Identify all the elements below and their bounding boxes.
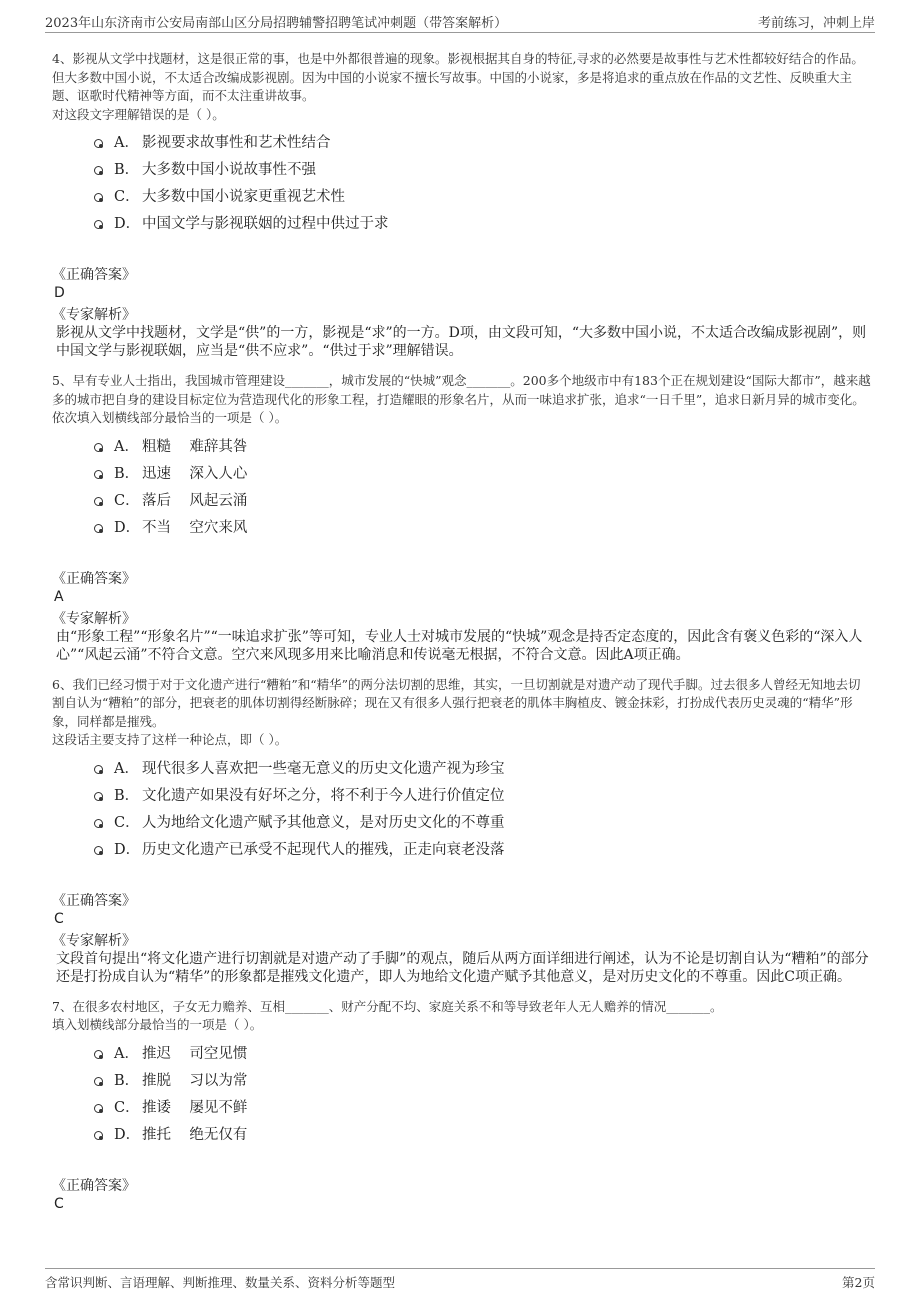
question-7 <box>52 998 872 1213</box>
option-letter: D． <box>114 519 141 536</box>
option-b[interactable] <box>94 1068 872 1095</box>
page-footer <box>45 1268 875 1293</box>
answer-value: A <box>54 588 64 605</box>
radio-icon[interactable] <box>94 1104 103 1113</box>
option-text: 不当 空穴来风 <box>142 519 248 536</box>
option-c[interactable] <box>94 810 872 837</box>
analysis-text: 文段首句提出“将文化遗产进行切割就是对遗产动了手脚”的观点，随后从两方面详细进行阐述，认为不论是切割自认为“糟粕”的部分还是打扮成自认为“精华”的形象都是摧残文化遗产，即人为地给文化遗产赋予其他意义，是对历史文化的不尊重。因此C项正确。 <box>56 950 869 985</box>
option-d[interactable] <box>94 211 872 238</box>
page-number: 第2页 <box>842 1275 875 1290</box>
answer-label: 《正确答案》 <box>52 267 136 283</box>
analysis-label: 《专家解析》 <box>52 932 136 949</box>
radio-icon[interactable] <box>94 193 103 202</box>
answer-label: 《正确答案》 <box>52 892 136 909</box>
option-a[interactable] <box>94 1041 872 1068</box>
option-text: 现代很多人喜欢把一些毫无意义的历史文化遗产视为珍宝 <box>142 760 505 777</box>
option-d[interactable] <box>94 1122 872 1149</box>
option-a[interactable] <box>94 434 872 461</box>
option-letter: D． <box>114 841 141 858</box>
option-text: 粗糙 难辞其咎 <box>142 438 248 455</box>
radio-icon[interactable] <box>94 470 103 479</box>
radio-icon[interactable] <box>94 166 103 175</box>
analysis-text: 影视从文学中找题材，文学是“供”的一方，影视是“求”的一方。D项，由文段可知，“大多数中国小说，不太适合改编成影视剧”，则中国文学与影视联姻，应当是“供不应求”。“供过于求”理解错误。 <box>56 325 867 359</box>
option-letter: C． <box>114 492 140 509</box>
option-letter: B． <box>114 465 140 482</box>
option-text: 迅速 深入人心 <box>142 465 248 482</box>
question-stem: 4、影视从文学中找题材，这是很正常的事，也是中外都很普遍的现象。影视根据其自身的特征,寻求的必然要是故事性与艺术性都较好结合的作品。但大多数中国小说，不太适合改编成影视剧。因为中国的小说家不擅长写故事。中国的小说家，多是将追求的重点放在作品的文艺性、反映重大主题、讴歌时代精神等方面，而不太注重讲故事。 <box>52 51 864 103</box>
option-c[interactable] <box>94 1095 872 1122</box>
option-a[interactable] <box>94 130 872 157</box>
option-letter: A． <box>114 135 139 151</box>
question-stem: 7、在很多农村地区，子女无力赡养、互相_______、财产分配不均、家庭关系不和等导致老年人无人赡养的情况_______。 <box>52 998 723 1014</box>
answer-value: D <box>54 285 65 301</box>
answer-label: 《正确答案》 <box>52 570 136 587</box>
option-text: 中国文学与影视联姻的过程中供过于求 <box>142 216 389 232</box>
page-header <box>45 10 875 33</box>
option-b[interactable] <box>94 157 872 184</box>
answer-label: 《正确答案》 <box>52 1177 136 1194</box>
option-text: 推诿 屡见不鲜 <box>142 1099 248 1116</box>
option-d[interactable] <box>94 515 872 542</box>
option-letter: D． <box>114 1126 141 1143</box>
radio-icon[interactable] <box>94 139 103 148</box>
option-letter: B． <box>114 1072 140 1089</box>
radio-icon[interactable] <box>94 1050 103 1059</box>
analysis-label: 《专家解析》 <box>52 307 136 323</box>
answer-value: C <box>54 910 64 927</box>
option-letter: C． <box>114 814 140 831</box>
option-letter: A． <box>114 760 139 777</box>
option-text: 落后 风起云涌 <box>142 492 248 509</box>
radio-icon[interactable] <box>94 524 103 533</box>
option-text: 推迟 司空见惯 <box>142 1045 248 1062</box>
option-text: 影视要求故事性和艺术性结合 <box>142 135 331 151</box>
question-prompt: 填入划横线部分最恰当的一项是（ ）。 <box>52 1017 263 1032</box>
radio-icon[interactable] <box>94 443 103 452</box>
footer-categories: 含常识判断、言语理解、判断推理、数量关系、资料分析等题型 <box>45 1275 396 1290</box>
option-text: 推脱 习以为常 <box>142 1072 248 1089</box>
analysis-label: 《专家解析》 <box>52 610 136 627</box>
radio-icon[interactable] <box>94 792 103 801</box>
option-text: 大多数中国小说家更重视艺术性 <box>142 189 345 205</box>
question-stem: 5、早有专业人士指出，我国城市管理建设_______，城市发展的“快城”观念_______。200多个地级市中有183个正在规划建设“国际大都市”，越来越多的城市把自身的建设目标定位为营造现代化的形象工程，打造耀眼的形象名片，从而一味追求扩张，追求“一日千里”，追求日新月异的城市变化。 <box>52 373 871 407</box>
header-slogan: 考前练习，冲刺上岸 <box>757 16 875 31</box>
option-text: 文化遗产如果没有好坏之分，将不利于今人进行价值定位 <box>142 787 505 804</box>
option-letter: C． <box>114 1099 140 1116</box>
option-letter: A． <box>114 1045 139 1062</box>
question-prompt: 对这段文字理解错误的是（ ）。 <box>52 106 225 122</box>
option-b[interactable] <box>94 783 872 810</box>
question-4 <box>52 50 872 360</box>
radio-icon[interactable] <box>94 819 103 828</box>
option-c[interactable] <box>94 488 872 515</box>
option-d[interactable] <box>94 837 872 864</box>
option-letter: D． <box>114 216 141 232</box>
option-c[interactable] <box>94 184 872 211</box>
question-prompt: 依次填入划横线部分最恰当的一项是（ ）。 <box>52 410 288 425</box>
analysis-text: 由“形象工程”“形象名片”“一味追求扩张”等可知，专业人士对城市发展的“快城”观念是持否定态度的，因此含有褒义色彩的“深入人心”“风起云涌”不符合文意。空穴来风现多用来比喻消息和传说毫无根据，不符合文意。因此A项正确。 <box>56 628 863 663</box>
document-title: 2023年山东济南市公安局南部山区分局招聘辅警招聘笔试冲刺题（带答案解析） <box>45 16 508 31</box>
question-6 <box>52 676 872 986</box>
radio-icon[interactable] <box>94 1131 103 1140</box>
option-text: 历史文化遗产已承受不起现代人的摧残，正走向衰老没落 <box>142 841 505 858</box>
option-letter: C． <box>114 189 140 205</box>
option-a[interactable] <box>94 756 872 783</box>
radio-icon[interactable] <box>94 765 103 774</box>
option-letter: A． <box>114 438 139 455</box>
question-5 <box>52 372 872 664</box>
question-list <box>52 50 872 1213</box>
radio-icon[interactable] <box>94 846 103 855</box>
question-prompt: 这段话主要支持了这样一种论点，即（ ）。 <box>52 732 288 747</box>
question-stem: 6、我们已经习惯于对于文化遗产进行“糟粕”和“精华”的两分法切割的思维，其实，一旦切割就是对遗产动了现代手脚。过去很多人曾经无知地去切割自认为“糟粕”的部分，把衰老的肌体切割得经断脉碎；现在又有很多人强行把衰老的肌体丰胸植皮、镀金抹彩，打扮成代表历史灵魂的“精华”形象，同样都是摧残。 <box>52 676 861 729</box>
radio-icon[interactable] <box>94 1077 103 1086</box>
option-letter: B． <box>114 162 140 178</box>
option-b[interactable] <box>94 461 872 488</box>
radio-icon[interactable] <box>94 220 103 229</box>
option-text: 大多数中国小说故事性不强 <box>142 162 316 178</box>
option-text: 推托 绝无仅有 <box>142 1126 248 1143</box>
option-text: 人为地给文化遗产赋予其他意义，是对历史文化的不尊重 <box>142 814 505 831</box>
radio-icon[interactable] <box>94 497 103 506</box>
option-letter: B． <box>114 787 140 804</box>
answer-value: C <box>54 1195 64 1212</box>
